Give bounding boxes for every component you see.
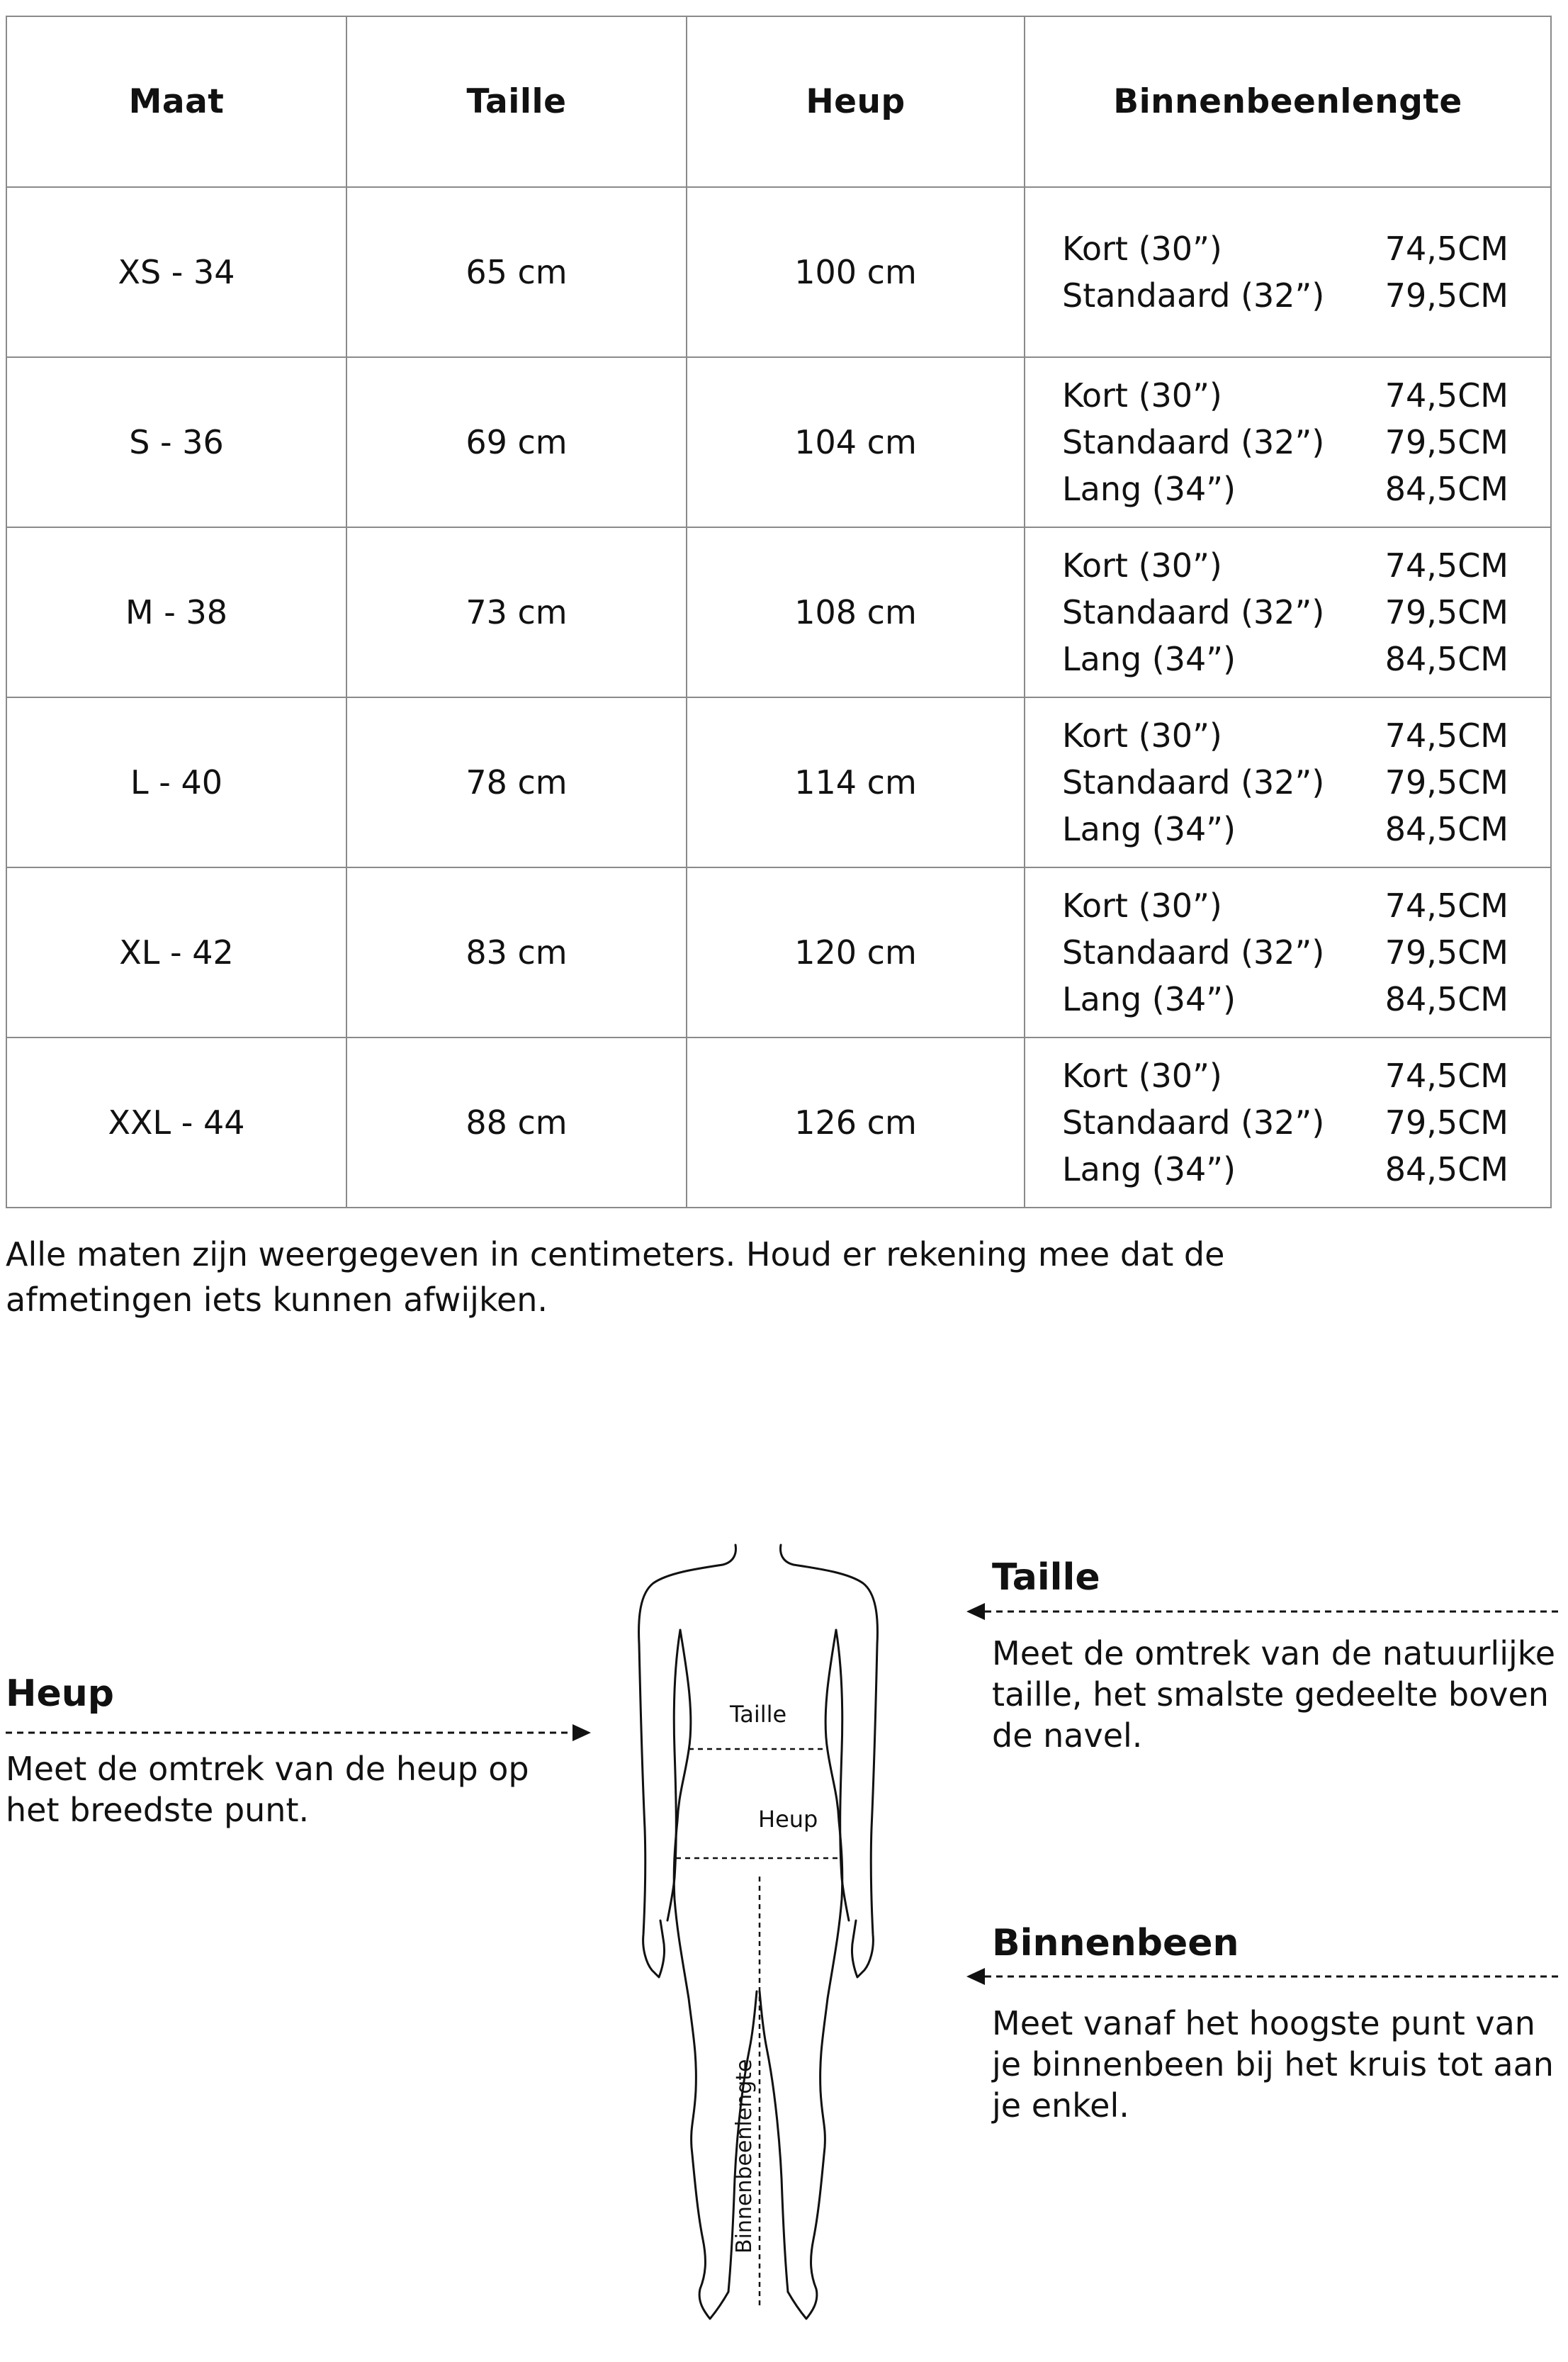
figure-inseam-label: Binnenbeenlengte xyxy=(732,2059,757,2254)
inseam-option xyxy=(1062,759,1508,806)
inseam-cell xyxy=(1025,527,1551,697)
inseam-list xyxy=(1062,1052,1508,1193)
inseam-option-value: 79,5CM xyxy=(1384,423,1508,461)
size-cell: XXL - 44 xyxy=(6,1037,346,1208)
inseam-list xyxy=(1062,712,1508,853)
inseam-cell xyxy=(1025,187,1551,357)
inseam-option-label: Standaard (32”) xyxy=(1062,423,1325,461)
body-figure-illustration xyxy=(624,1538,893,2339)
inseam-option-value: 84,5CM xyxy=(1384,810,1508,848)
measurement-note: Alle maten zijn weergegeven in centimeters. Houd er rekening mee dat de afmetingen iets kunnen afwijken. xyxy=(6,1235,1225,1319)
inseam-option xyxy=(1062,372,1508,419)
waist-cell: 73 cm xyxy=(346,527,687,697)
inseam-option-label: Kort (30”) xyxy=(1062,546,1222,585)
inseam-option-value: 84,5CM xyxy=(1384,1150,1508,1188)
hip-guide-arrow xyxy=(6,1722,594,1743)
inseam-guide-text: Meet vanaf het hoogste punt van je binnenbeen bij het kruis tot aan je enkel. xyxy=(992,2004,1554,2125)
table-row xyxy=(6,187,1551,357)
inseam-option xyxy=(1062,272,1508,319)
hip-cell: 120 cm xyxy=(687,867,1025,1037)
inseam-option-value: 74,5CM xyxy=(1384,230,1508,268)
inseam-cell xyxy=(1025,697,1551,867)
hip-cell: 108 cm xyxy=(687,527,1025,697)
size-chart-table xyxy=(6,16,1552,1208)
inseam-option xyxy=(1062,976,1508,1023)
inseam-option-label: Lang (34”) xyxy=(1062,980,1236,1018)
inseam-option-value: 74,5CM xyxy=(1384,546,1508,585)
waist-cell: 78 cm xyxy=(346,697,687,867)
size-chart-body xyxy=(6,187,1551,1208)
header-inseam: Binnenbeenlengte xyxy=(1025,16,1551,187)
hip-guide-text: Meet de omtrek van de heup op het breedste punt. xyxy=(6,1750,529,1829)
inseam-list xyxy=(1062,542,1508,682)
hip-cell: 126 cm xyxy=(687,1037,1025,1208)
inseam-option-label: Standaard (32”) xyxy=(1062,276,1325,315)
inseam-option-label: Standaard (32”) xyxy=(1062,593,1325,631)
inseam-option xyxy=(1062,1099,1508,1146)
inseam-option-value: 74,5CM xyxy=(1384,376,1508,415)
inseam-option xyxy=(1062,466,1508,512)
inseam-option xyxy=(1062,542,1508,589)
inseam-option-value: 79,5CM xyxy=(1384,593,1508,631)
size-cell: S - 36 xyxy=(6,357,346,527)
inseam-option xyxy=(1062,636,1508,682)
waist-cell: 88 cm xyxy=(346,1037,687,1208)
inseam-option xyxy=(1062,712,1508,759)
inseam-option-label: Standaard (32”) xyxy=(1062,1103,1325,1142)
inseam-list xyxy=(1062,372,1508,512)
waist-guide-arrow xyxy=(965,1601,1560,1622)
header-size: Maat xyxy=(6,16,346,187)
inseam-option-label: Kort (30”) xyxy=(1062,716,1222,755)
inseam-list xyxy=(1062,225,1508,319)
inseam-option xyxy=(1062,806,1508,853)
inseam-option xyxy=(1062,929,1508,976)
waist-cell: 65 cm xyxy=(346,187,687,357)
inseam-option-label: Kort (30”) xyxy=(1062,230,1222,268)
inseam-guide-arrow xyxy=(965,1966,1560,1987)
inseam-option-value: 79,5CM xyxy=(1384,276,1508,315)
figure-hip-label: Heup xyxy=(758,1806,818,1833)
inseam-list xyxy=(1062,882,1508,1023)
table-row xyxy=(6,867,1551,1037)
inseam-option xyxy=(1062,1146,1508,1193)
inseam-cell xyxy=(1025,357,1551,527)
header-row xyxy=(6,16,1551,187)
inseam-option-value: 74,5CM xyxy=(1384,887,1508,925)
inseam-option-value: 84,5CM xyxy=(1384,640,1508,678)
table-row xyxy=(6,697,1551,867)
hip-guide-title: Heup xyxy=(6,1672,115,1715)
inseam-option-label: Lang (34”) xyxy=(1062,470,1236,508)
waist-cell: 69 cm xyxy=(346,357,687,527)
inseam-guide-title: Binnenbeen xyxy=(992,1922,1239,1964)
inseam-option-label: Lang (34”) xyxy=(1062,810,1236,848)
inseam-option-label: Lang (34”) xyxy=(1062,640,1236,678)
inseam-option-value: 79,5CM xyxy=(1384,763,1508,802)
inseam-option xyxy=(1062,225,1508,272)
table-row xyxy=(6,1037,1551,1208)
header-hip: Heup xyxy=(687,16,1025,187)
inseam-option xyxy=(1062,1052,1508,1099)
size-cell: M - 38 xyxy=(6,527,346,697)
inseam-option-value: 79,5CM xyxy=(1384,933,1508,972)
inseam-option-value: 74,5CM xyxy=(1384,1057,1508,1095)
body-outline-icon xyxy=(624,1538,893,2339)
inseam-option-label: Kort (30”) xyxy=(1062,376,1222,415)
inseam-option-value: 74,5CM xyxy=(1384,716,1508,755)
inseam-option-label: Kort (30”) xyxy=(1062,1057,1222,1095)
table-row xyxy=(6,357,1551,527)
size-cell: L - 40 xyxy=(6,697,346,867)
figure-waist-label: Taille xyxy=(730,1701,787,1728)
inseam-option xyxy=(1062,589,1508,636)
waist-guide-text: Meet de omtrek van de natuurlijke taille, het smalste gedeelte boven de navel. xyxy=(992,1634,1556,1755)
inseam-option-label: Lang (34”) xyxy=(1062,1150,1236,1188)
size-cell: XL - 42 xyxy=(6,867,346,1037)
inseam-option-value: 84,5CM xyxy=(1384,980,1508,1018)
waist-guide-title: Taille xyxy=(992,1556,1100,1599)
inseam-option-label: Standaard (32”) xyxy=(1062,763,1325,802)
inseam-option-value: 79,5CM xyxy=(1384,1103,1508,1142)
inseam-cell xyxy=(1025,867,1551,1037)
size-cell: XS - 34 xyxy=(6,187,346,357)
inseam-cell xyxy=(1025,1037,1551,1208)
inseam-option xyxy=(1062,419,1508,466)
hip-cell: 104 cm xyxy=(687,357,1025,527)
inseam-option-value: 84,5CM xyxy=(1384,470,1508,508)
inseam-option-label: Standaard (32”) xyxy=(1062,933,1325,972)
header-waist: Taille xyxy=(346,16,687,187)
inseam-option-label: Kort (30”) xyxy=(1062,887,1222,925)
size-chart-header xyxy=(6,16,1551,187)
hip-cell: 114 cm xyxy=(687,697,1025,867)
hip-cell: 100 cm xyxy=(687,187,1025,357)
waist-cell: 83 cm xyxy=(346,867,687,1037)
inseam-option xyxy=(1062,882,1508,929)
table-row xyxy=(6,527,1551,697)
